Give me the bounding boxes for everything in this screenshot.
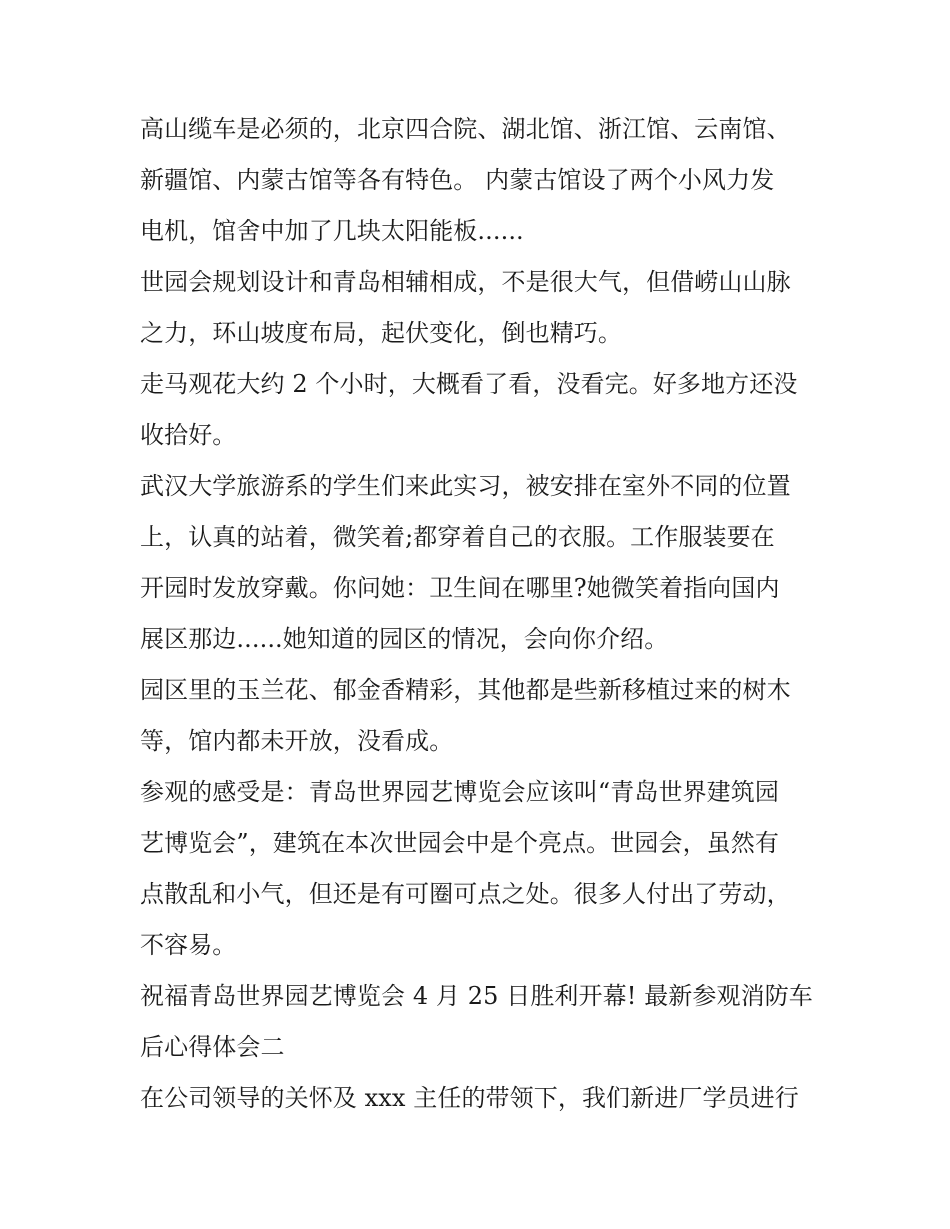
- text-line-5: 之力，环山坡度布局，起伏变化，倒也精巧。: [140, 319, 622, 347]
- text-line-4: 世园会规划设计和青岛相辅相成，不是很大气，但借崂山山脉: [140, 268, 791, 296]
- text-line-14: 参观的感受是：青岛世界园艺博览会应该叫“青岛世界建筑园: [140, 778, 779, 806]
- text-line-15: 艺博览会”，建筑在本次世园会中是个亮点。世园会，虽然有: [140, 829, 779, 857]
- text-line-20: 在公司领导的关怀及 xxx 主任的带领下，我们新进厂学员进行: [140, 1084, 799, 1112]
- text-line-6: 走马观花大约 2 个小时，大概看了看，没看完。好多地方还没: [140, 370, 798, 398]
- text-line-8: 武汉大学旅游系的学生们来此实习，被安排在室外不同的位置: [140, 472, 791, 500]
- text-line-17: 不容易。: [140, 931, 237, 959]
- text-line-13: 等，馆内都未开放，没看成。: [140, 727, 454, 755]
- text-line-11: 展区那边......她知道的园区的情况，会向你介绍。: [140, 625, 669, 653]
- text-line-3: 电机，馆舍中加了几块太阳能板......: [140, 217, 524, 245]
- document-page: [140, 104, 820, 1124]
- text-line-2: 新疆馆、内蒙古馆等各有特色。 内蒙古馆设了两个小风力发: [140, 166, 775, 194]
- text-line-12: 园区里的玉兰花、郁金香精彩，其他都是些新移植过来的树木: [140, 676, 791, 704]
- text-line-7: 收拾好。: [140, 421, 237, 449]
- text-line-9: 上，认真的站着，微笑着;都穿着自己的衣服。工作服装要在: [140, 523, 775, 551]
- text-line-10: 开园时发放穿戴。你问她：卫生间在哪里?她微笑着指向国内: [140, 574, 780, 602]
- text-line-18: 祝福青岛世界园艺博览会 4 月 25 日胜利开幕! 最新参观消防车: [140, 982, 813, 1010]
- text-line-1: 高山缆车是必须的，北京四合院、湖北馆、浙江馆、云南馆、: [140, 115, 791, 143]
- text-line-16: 点散乱和小气，但还是有可圈可点之处。很多人付出了劳动，: [140, 880, 791, 908]
- text-line-19: 后心得体会二: [140, 1033, 285, 1061]
